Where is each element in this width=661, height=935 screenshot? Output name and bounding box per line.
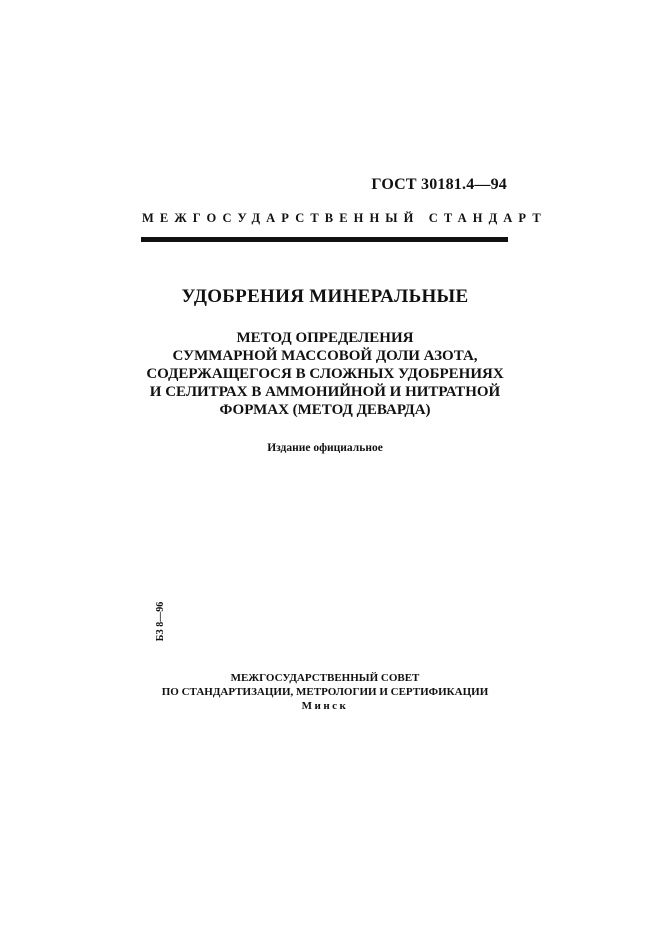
publisher-city: Минск [301, 700, 349, 712]
edition-label: Издание официальное [267, 442, 383, 454]
publisher-line: ПО СТАНДАРТИЗАЦИИ, МЕТРОЛОГИИ И СЕРТИФИКАЦИИ [161, 686, 489, 698]
standard-type-heading: МЕЖГОСУДАРСТВЕННЫЙ СТАНДАРТ [142, 211, 547, 225]
publisher-line: МЕЖГОСУДАРСТВЕННЫЙ СОВЕТ [230, 672, 420, 684]
main-title: УДОБРЕНИЯ МИНЕРАЛЬНЫЕ [181, 286, 469, 307]
subtitle-line: И СЕЛИТРАХ В АММОНИЙНОЙ И НИТРАТНОЙ [149, 384, 501, 400]
subtitle-line: СУММАРНОЙ МАССОВОЙ ДОЛИ АЗОТА, [172, 348, 478, 364]
side-catalog-mark: БЗ 8—96 [155, 601, 167, 642]
publisher-block [100, 671, 550, 713]
subtitle-line: СОДЕРЖАЩЕГОСЯ В СЛОЖНЫХ УДОБРЕНИЯХ [146, 366, 504, 382]
subtitle-block [100, 329, 550, 419]
subtitle-line: ФОРМАХ (МЕТОД ДЕВАРДА) [219, 402, 431, 418]
document-code: ГОСТ 30181.4—94 [371, 176, 507, 193]
header-divider [141, 237, 508, 242]
subtitle-line: МЕТОД ОПРЕДЕЛЕНИЯ [236, 330, 414, 346]
